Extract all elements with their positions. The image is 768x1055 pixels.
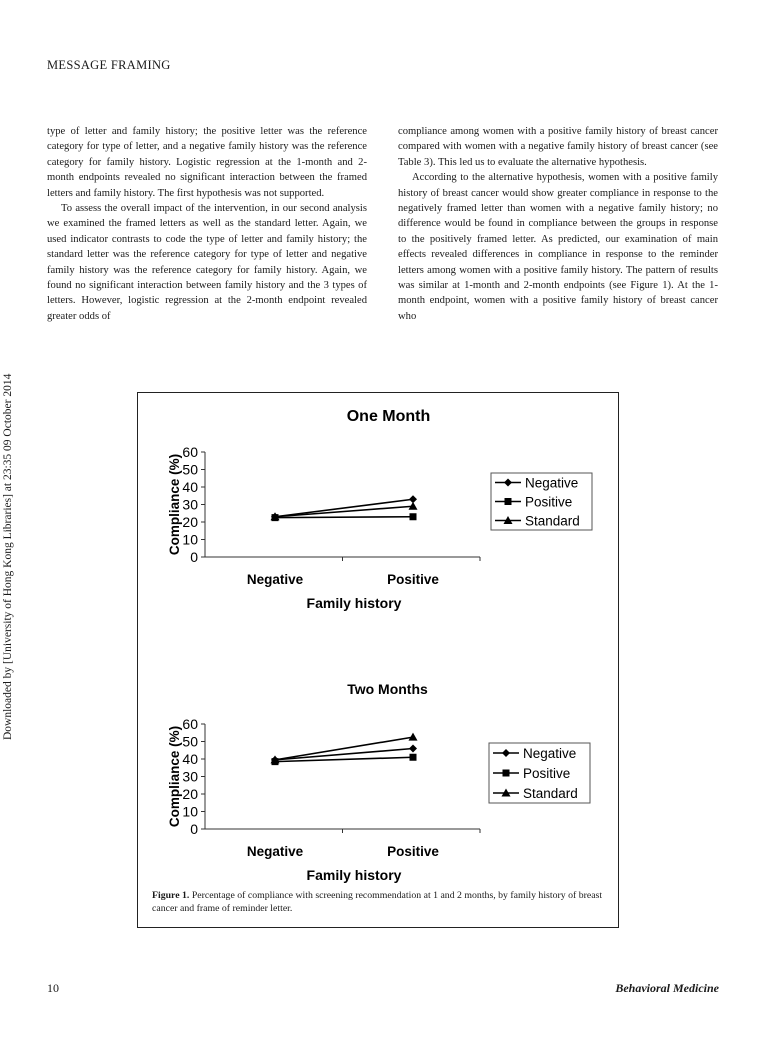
figure-charts	[138, 393, 618, 883]
chart-2-legend-positive-marker	[503, 770, 510, 777]
left-paragraph-1: type of letter and family history; the positive letter was the reference category for type of letter, and a negative family history was the reference category for family history. Logistic regression at the 1-month and 2-month endpoints revealed no significant interaction between the framed letters and family history. The first hypothesis was not supported.	[47, 126, 367, 199]
chart-2-series-negative-point-2	[409, 745, 417, 753]
chart-1-y-tick-label: 60	[182, 444, 198, 460]
chart-2-legend-negative-label: Negative	[523, 746, 577, 761]
chart-1-x-tick-label-positive: Positive	[387, 572, 439, 587]
figure-caption	[152, 889, 604, 915]
chart-1-y-tick-label: 20	[182, 514, 198, 530]
right-paragraph-2: According to the alternative hypothesis, women with a positive family history of breast cancer would show greater compliance in response to the negatively framed letter than women with a negative family history; no difference would be found in compliance between the groups in response to the positively framed letter. As predicted, our examination of main effects revealed differences in compliance in response to the reminder letters among women with a positive family history. The pattern of results was similar at 1-month and 2-month endpoints (see Figure 1). At the 1-month endpoint, women with a positive family history of breast cancer who	[398, 172, 718, 322]
left-paragraph-2: To assess the overall impact of the intervention, in our second analysis we examined the framed letters as well as the standard letter. Again, we used indicator contrasts to code the type of letter and family history; the standard letter was the reference category for type of letter and negative family history was the reference category for family history. Again, we found no significant interaction between family history and the 3 types of letters. However, logistic regression at the 2-month endpoint revealed greater odds of	[47, 203, 367, 322]
chart-2-y-tick-label: 0	[190, 821, 198, 837]
chart-1-y-tick-label: 30	[182, 496, 198, 513]
chart-2-series-positive-point-2	[410, 754, 417, 761]
running-head: MESSAGE FRAMING	[47, 58, 171, 72]
chart-2-x-tick-label-positive: Positive	[387, 844, 439, 859]
chart-2-legend-standard-label: Standard	[523, 786, 578, 801]
chart-2-y-tick-label: 50	[182, 733, 198, 750]
download-watermark-text: Downloaded by [University of Hong Kong Libraries] at 23:35 09 October 2014	[2, 373, 14, 740]
chart-2-y-tick-label: 10	[182, 803, 198, 820]
chart-1-x-axis-label: Family history	[306, 595, 402, 611]
chart-2-y-tick-label: 60	[182, 716, 198, 732]
chart-1-y-tick-label: 40	[182, 479, 198, 495]
left-column	[47, 124, 367, 324]
chart-1-legend-positive-label: Positive	[525, 494, 573, 510]
page-number: 10	[47, 981, 59, 995]
chart-2-y-axis-label: Compliance (%)	[167, 725, 182, 828]
caption-label: Figure 1.	[152, 890, 190, 901]
chart-1-legend-standard-label: Standard	[525, 513, 580, 529]
chart-1-series-positive-point-2	[410, 513, 417, 520]
chart-1-y-tick-label: 0	[190, 549, 198, 565]
chart-2-series-standard-line	[275, 737, 413, 760]
chart-2-x-tick-label-negative: Negative	[246, 844, 304, 859]
chart-2-series-standard-point-2	[409, 733, 418, 741]
chart-2-title: Two Months	[347, 681, 428, 697]
download-watermark	[2, 373, 18, 756]
chart-1-x-tick-label-negative: Negative	[246, 572, 304, 587]
chart-1-title: One Month	[346, 408, 431, 425]
chart-2-y-tick-label: 30	[182, 768, 198, 785]
figure-1	[137, 392, 619, 928]
journal-name: Behavioral Medicine	[615, 981, 719, 995]
right-column	[398, 124, 718, 324]
chart-1-series-positive-line	[275, 517, 413, 518]
chart-2-legend-positive-label: Positive	[523, 766, 571, 781]
caption-text: Percentage of compliance with screening recommendation at 1 and 2 months, by family history of breast cancer and frame of reminder letter.	[152, 890, 603, 914]
chart-1-y-tick-label: 10	[182, 531, 198, 548]
chart-2-y-tick-label: 20	[182, 786, 198, 802]
chart-1-legend-negative-label: Negative	[525, 475, 579, 491]
chart-1-y-tick-label: 50	[182, 461, 198, 478]
chart-2-x-axis-label: Family history	[306, 867, 402, 883]
chart-2-y-tick-label: 40	[182, 751, 198, 767]
chart-1-y-axis-label: Compliance (%)	[167, 453, 182, 556]
right-paragraph-1: compliance among women with a positive family history of breast cancer compared with women with a negative family history of breast cancer (see Table 3). This led us to evaluate the alternative hypothesis.	[398, 126, 718, 168]
chart-1-legend-positive-marker	[505, 498, 512, 505]
